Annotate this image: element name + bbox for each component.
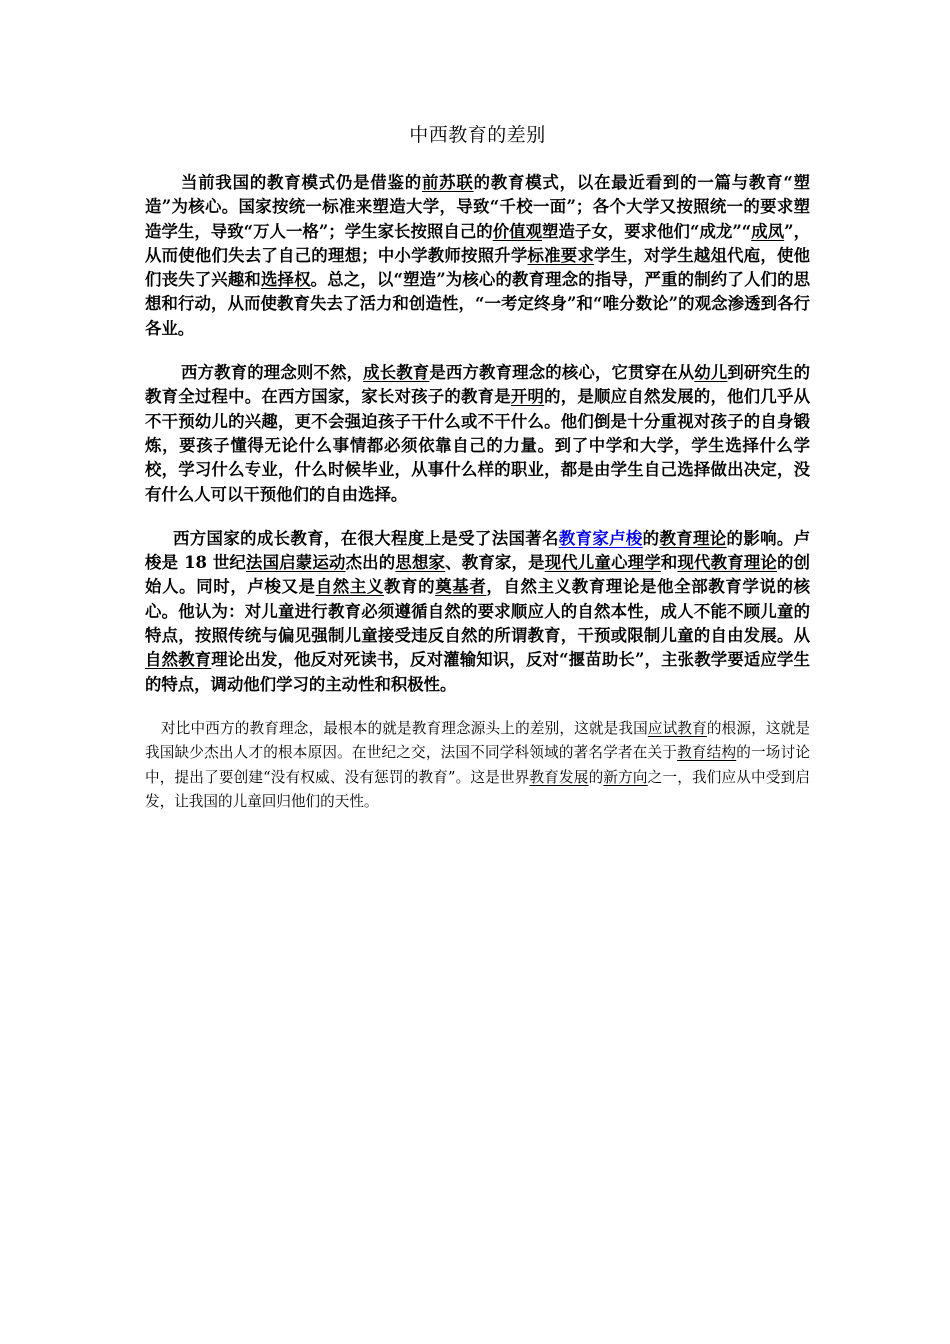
underlined-term: 幼儿 xyxy=(694,363,728,383)
text-run: 的创始人。同时，卢梭又是 xyxy=(145,553,810,597)
text-run: 西方教育的理念则不然， xyxy=(181,363,364,383)
underlined-term: 前苏联 xyxy=(421,173,474,192)
underlined-term: 应试教育 xyxy=(647,719,707,737)
underlined-term: 选择权 xyxy=(260,270,311,290)
underlined-term: 价值观 xyxy=(492,221,543,241)
text-run: 理论出发，他反对死读书，反对灌输知识，反对“揠苗助长”，主张教学要适应学生的特点，调动他们学习的主动性和积极性。 xyxy=(145,650,811,694)
text-run: 杰出的 xyxy=(345,553,396,573)
text-run: 和 xyxy=(660,553,678,573)
text-run: 西方国家的成长教育，在很大程度上是受了法国著名 xyxy=(173,528,559,548)
text-run: 的教育模式，以在最近看到的一篇与教育“塑造”为核心。国家按统一标准来塑造大学，导致“千校一面”；各个大学又按照统一的要求塑造学生，导致“万人一格”；学生家长按照自己的 xyxy=(145,173,811,241)
text-run: 的，是顺应自然发展的，他们几乎从不干预幼儿的兴趣，更不会强迫孩子干什么或不干什么。他们倒是十分重视对孩子的自身锻炼，要孩子懂得无论什么事情都必须依靠自己的力量。到了中学和大学，学生选择什么学校，学习什么专业，什么时候毕业，从事什么样的职业，都是由学生自己选择做出决定，没有什么人可以干预他们的自由选择。 xyxy=(145,387,811,504)
underlined-term: 自然教育 xyxy=(145,650,212,670)
underlined-term: 奠基者 xyxy=(435,577,487,597)
text-run: 、教育家，是 xyxy=(445,553,545,573)
underlined-term: 自然主义 xyxy=(315,577,384,597)
underlined-term: 教育发展 xyxy=(529,768,589,786)
document-title: 中西教育的差别 xyxy=(409,124,546,146)
text-run: 的影响。卢梭是 18 世纪 xyxy=(145,528,811,573)
text-run: 到研究生的教育全过程中。在西方国家，家长对孩子的教育是 xyxy=(145,363,811,407)
text-run: 学生，对学生越俎代庖，使他们丧失了兴趣和 xyxy=(145,245,811,290)
text-run: ，自然主义教育理论是他全部教育学说的核心。他认为：对儿童进行教育必须遵循自然的要求顺应人的自然本性，成人不能不顾儿童的特点，按照传统与偏见强制儿童接受违反自然的所谓教育，干预或限制儿童的自由发展。从 xyxy=(145,577,811,646)
paragraph-1 xyxy=(145,171,810,341)
underlined-term: 标准要求 xyxy=(527,245,595,265)
underlined-term: 现代儿童心理学 xyxy=(544,553,661,573)
document-page xyxy=(145,120,810,814)
paragraph-2 xyxy=(145,361,810,507)
text-run: 是西方教育理念的核心，它贯穿在从 xyxy=(429,363,695,383)
paragraph-4 xyxy=(145,717,810,814)
text-run: 当前我国的教育模式仍是借鉴的 xyxy=(181,173,422,192)
underlined-term: 教育理论 xyxy=(659,528,727,548)
text-run: 塑造子女，要求他们“成龙”“ xyxy=(542,221,752,241)
text-run: 教育的 xyxy=(383,577,436,597)
underlined-term: 教育结构 xyxy=(677,744,737,762)
hyperlink[interactable]: 教育家卢梭 xyxy=(558,528,643,548)
underlined-term: 开明 xyxy=(510,387,545,407)
text-run: 的一场讨论中，提出了要创建“没有权威、没有惩罚的教育”。这是世界 xyxy=(145,744,810,786)
underlined-term: 现代教育理论 xyxy=(677,553,778,573)
text-run: ”，从而使他们失去了自己的理想；中小学教师按照升学 xyxy=(145,221,811,265)
text-run: 对比中西方的教育理念，最根本的就是教育理念源头上的差别，这就是我国 xyxy=(161,719,648,737)
underlined-term: 法国启蒙运动 xyxy=(246,553,346,573)
underlined-term: 成凤 xyxy=(751,221,785,241)
underlined-term: 思想家 xyxy=(395,553,446,573)
paragraph-3 xyxy=(145,527,810,697)
text-run: 。总之，以“塑造”为核心的教育理念的指导，严重的制约了人们的思想和行动，从而使教育失去了活力和创造性，“一考定终身”和“唯分数论”的观念渗透到各行各业。 xyxy=(145,270,811,338)
text-run: 的 xyxy=(588,768,604,786)
underlined-term: 成长教育 xyxy=(363,363,430,383)
underlined-term: 新方向 xyxy=(603,768,648,786)
text-run: 的根源，这就是我国缺少杰出人才的根本原因。在世纪之交，法国不同学科领域的著名学者在关于 xyxy=(145,719,810,762)
text-run: 的 xyxy=(642,528,660,548)
text-run: 之一，我们应从中受到启发，让我国的儿童回归他们的天性。 xyxy=(145,768,810,810)
